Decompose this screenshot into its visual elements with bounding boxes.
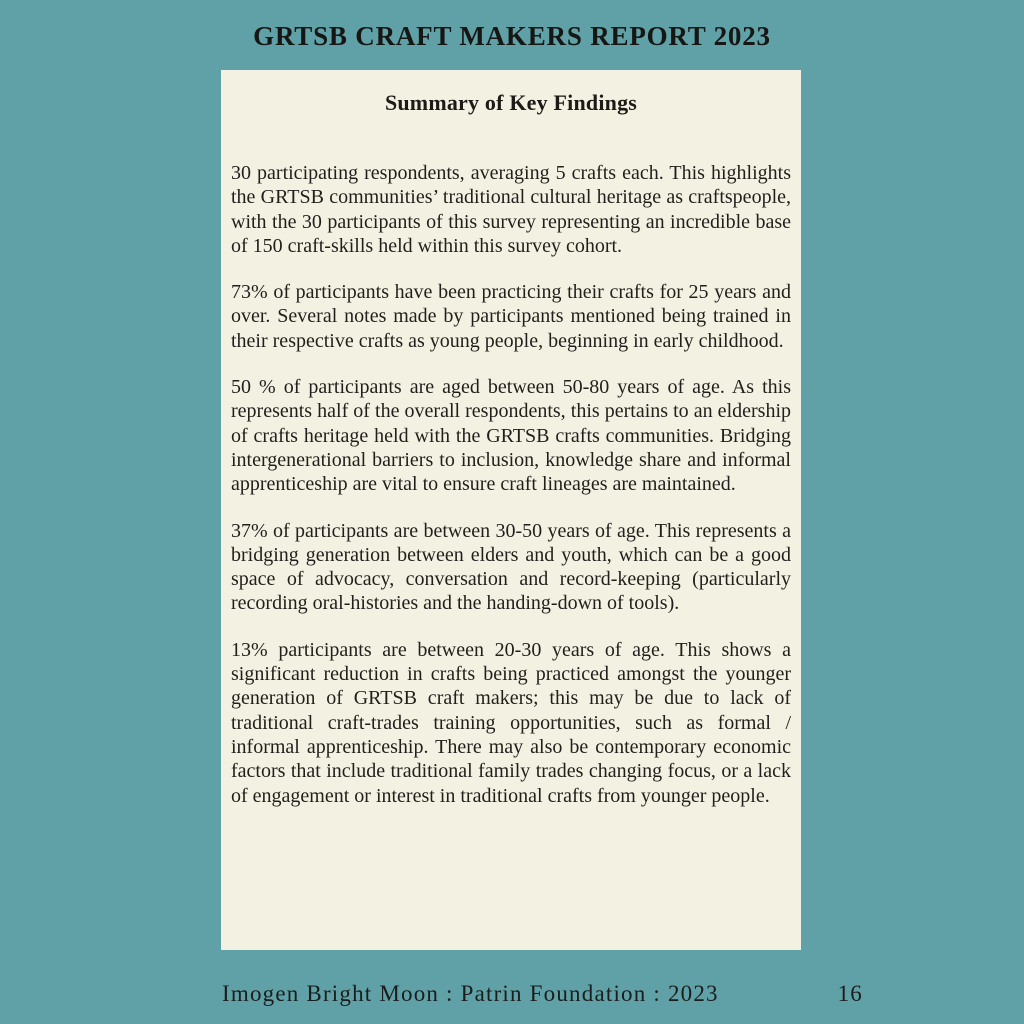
paragraph-respondents-overview: 30 participating respondents, averaging 5 crafts each. This highlights the GRTSB communities’ traditional cultural heritage as craftspeople, with the 30 participants of this survey representing an incredible base of 150 craft-skills held within this survey cohort. <box>231 162 791 257</box>
summary-card-heading: Summary of Key Findings <box>384 90 638 115</box>
paragraph-37-percent-aged-30-50: 37% of participants are between 30-50 years of age. This represents a bridging generation between elders and youth, which can be a good space of advocacy, conversation and record-keeping (particularly recording oral-histories and the handing-down of tools). <box>231 519 791 615</box>
footer-page-number: 16 <box>837 981 863 1006</box>
paragraph-13-percent-aged-20-30: 13% participants are between 20-30 years of age. This shows a significant reduction in crafts being practiced amongst the younger generation of GRTSB craft makers; this may be due to lack of traditional craft-trades training opportunities, such as formal / informal apprenticeship. There may also be contemporary economic factors that include traditional family trades changing focus, or a lack of engagement or interest in traditional crafts from younger people. <box>231 638 791 807</box>
summary-card-body <box>231 161 791 808</box>
footer-credit: Imogen Bright Moon : Patrin Foundation : 2023 <box>222 981 719 1006</box>
paragraph-73-percent-practicing: 73% of participants have been practicing their crafts for 25 years and over. Several notes made by participants mentioned being trained in their respective crafts as young people, beginning in early childhood. <box>231 281 791 352</box>
summary-card <box>221 70 801 950</box>
paragraph-50-percent-aged-50-80: 50 % of participants are aged between 50-80 years of age. As this represents half of the overall respondents, this pertains to an eldership of crafts heritage held with the GRTSB crafts communities. Bridging intergenerational barriers to inclusion, knowledge share and informal apprenticeship are vital to ensure craft lineages are maintained. <box>231 376 791 496</box>
page-footer <box>222 981 863 1007</box>
report-title: GRTSB CRAFT MAKERS REPORT 2023 <box>253 21 771 51</box>
